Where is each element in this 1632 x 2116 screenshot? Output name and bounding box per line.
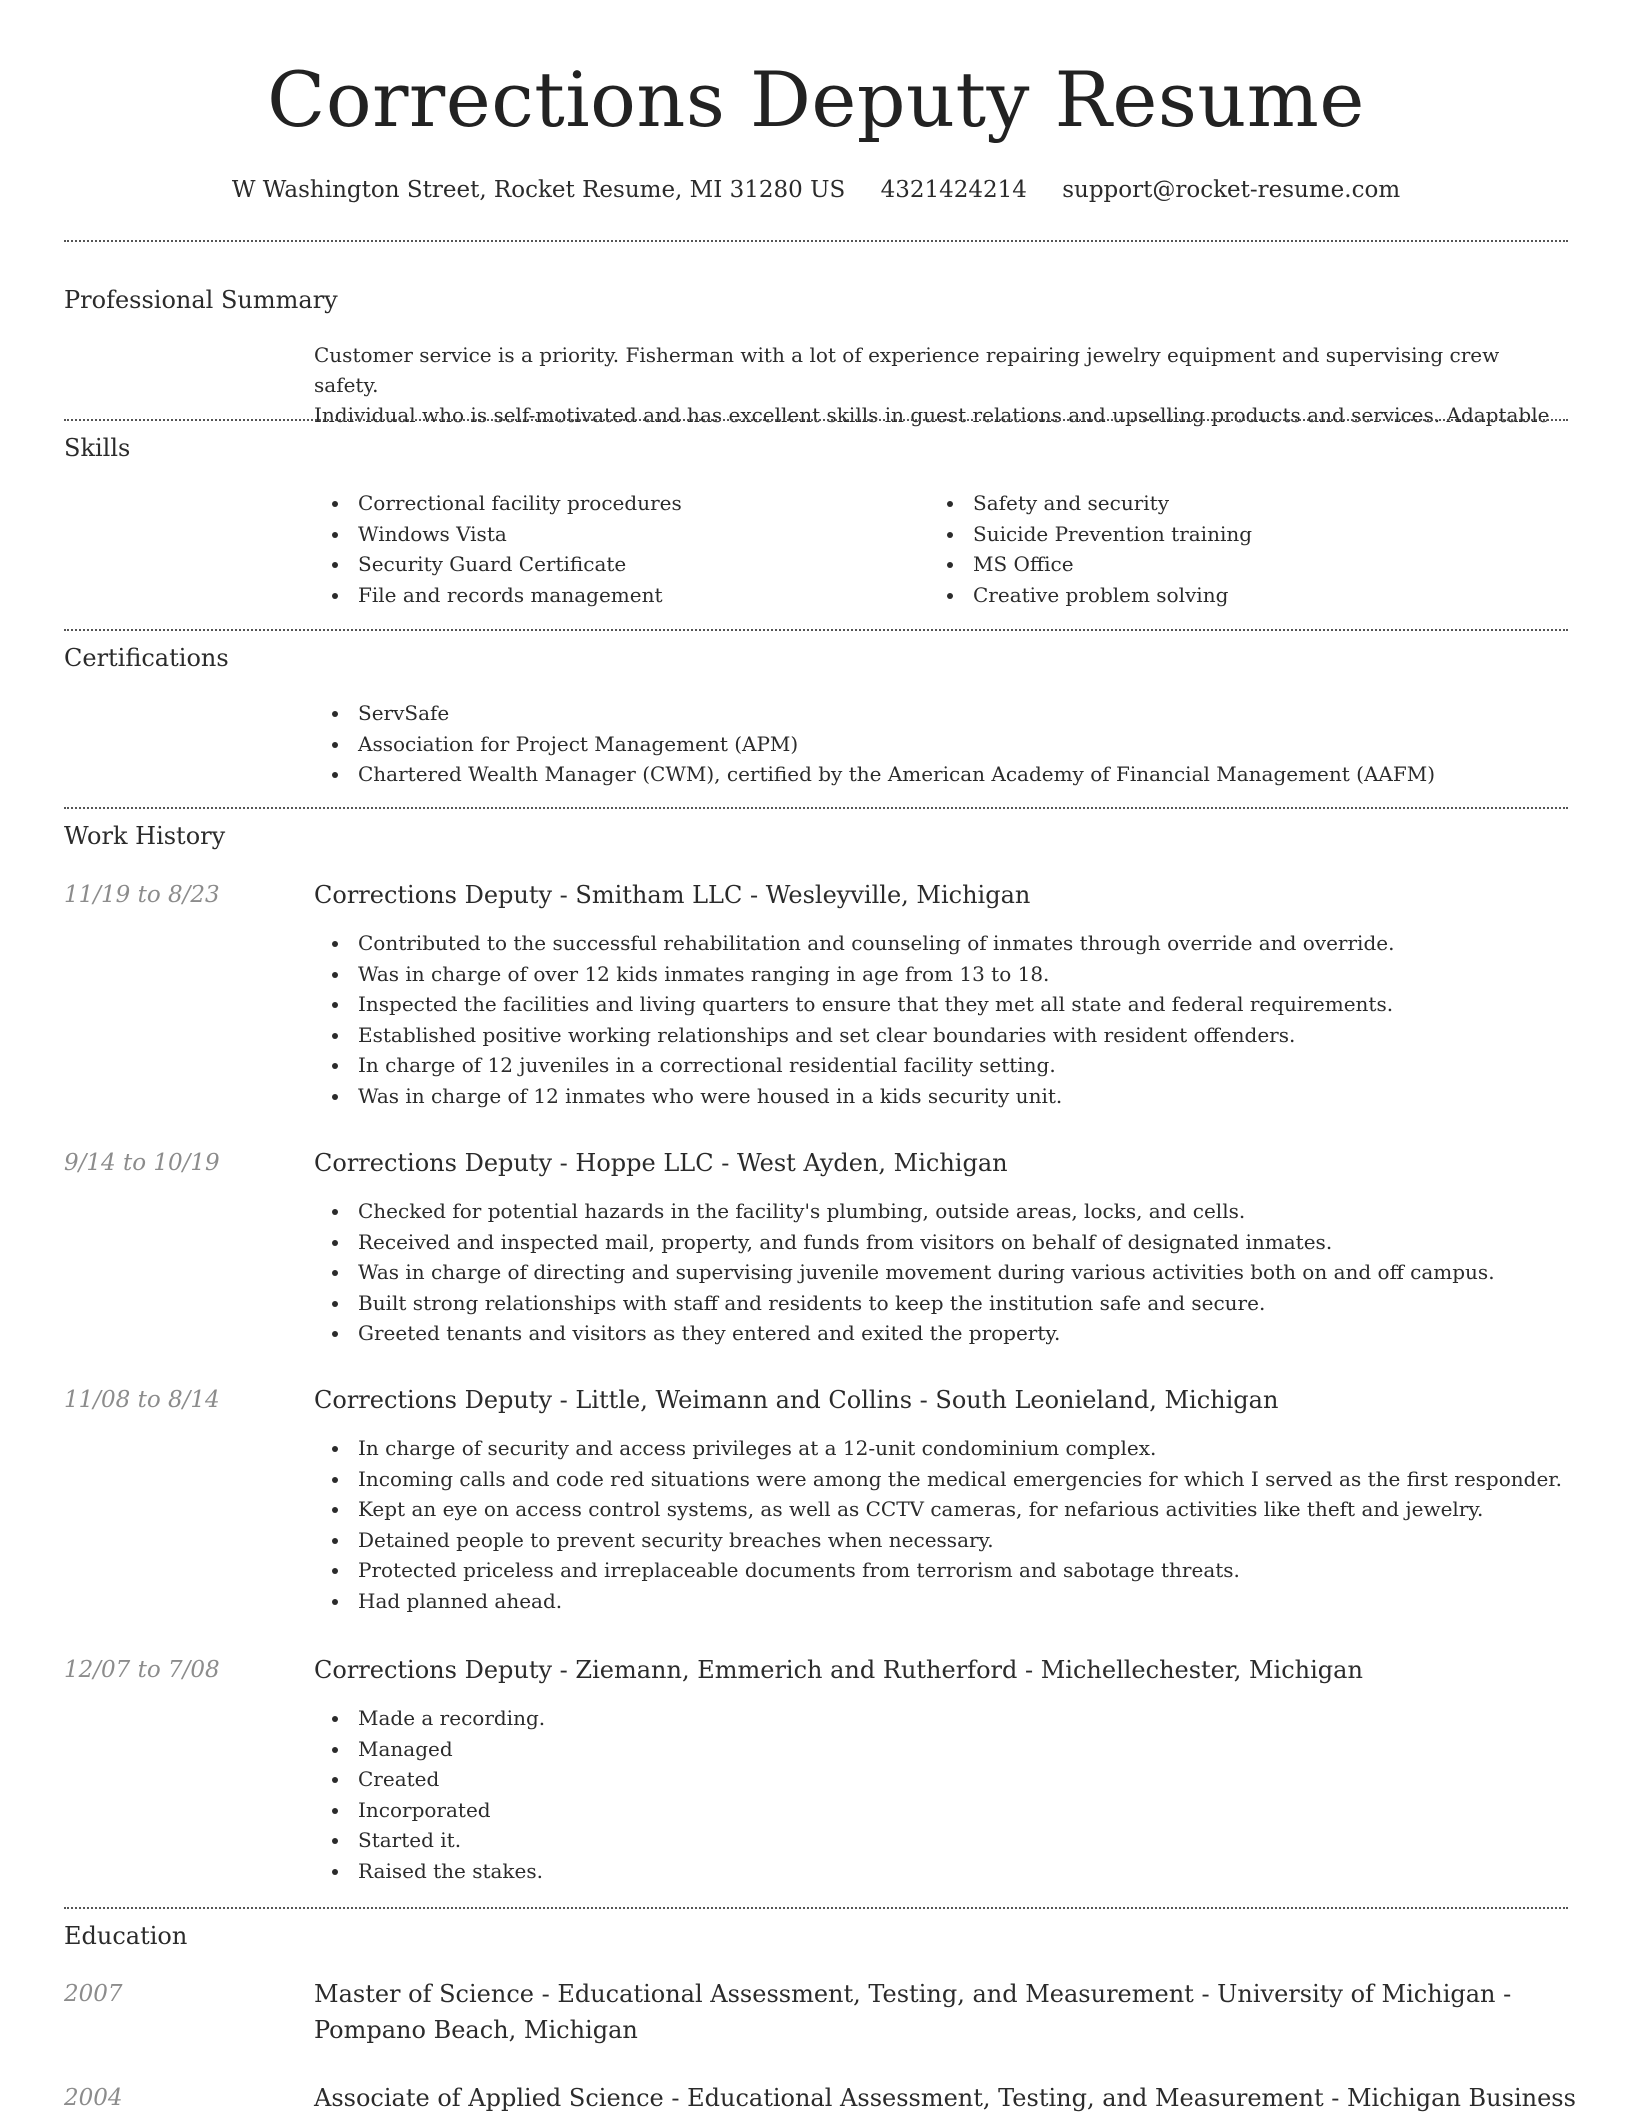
certifications-list [314,698,1435,790]
resume-title: Corrections Deputy Resume [267,55,1365,144]
skill-item: Windows Vista [358,519,682,550]
job-bullets [314,1433,1562,1616]
divider [64,1907,1568,1909]
job-dates: 11/08 to 8/14 [64,1387,220,1413]
job-bullet: In charge of 12 juveniles in a correctional residential facility setting. [358,1050,1394,1081]
skill-item: File and records management [358,580,682,611]
job-dates: 9/14 to 10/19 [64,1150,220,1176]
job-bullet: Inspected the facilities and living quarters to ensure that they met all state and federal requirements. [358,989,1394,1020]
job-heading: Corrections Deputy - Little, Weimann and Collins - South Leonieland, Michigan [314,1386,1279,1414]
section-title-work-history: Work History [64,822,226,850]
divider [64,240,1568,242]
divider [64,419,1568,421]
job-bullets [314,1196,1495,1349]
skill-item: Suicide Prevention training [973,519,1252,550]
job-bullet: In charge of security and access privileges at a 12-unit condominium complex. [358,1433,1562,1464]
job-bullet: Was in charge of over 12 kids inmates ranging in age from 13 to 18. [358,959,1394,990]
job-bullet: Built strong relationships with staff and residents to keep the institution safe and secure. [358,1288,1495,1319]
summary-line: Individual who is self-motivated and has excellent skills in guest relations and upselling products and services. Adaptable [314,403,1550,427]
contact-phone: 4321424214 [880,177,1027,203]
job-bullet: Raised the stakes. [358,1856,545,1887]
certification-item: Association for Project Management (APM) [358,729,1435,760]
section-title-summary: Professional Summary [64,286,338,314]
skill-item: MS Office [973,549,1252,580]
job-bullet: Checked for potential hazards in the facility's plumbing, outside areas, locks, and cells. [358,1196,1495,1227]
certification-item: Chartered Wealth Manager (CWM), certified by the American Academy of Financial Management (AAFM) [358,759,1435,790]
skills-list-right [929,488,1252,610]
job-bullet: Incoming calls and code red situations were among the medical emergencies for which I served as the first responder. [358,1464,1562,1495]
job-bullets [314,928,1394,1111]
job-heading: Corrections Deputy - Hoppe LLC - West Ayden, Michigan [314,1149,1008,1177]
contact-address: W Washington Street, Rocket Resume, MI 31280 US [231,177,846,203]
job-bullet: Was in charge of 12 inmates who were housed in a kids security unit. [358,1081,1394,1112]
education-line: Associate of Applied Science - Educational Assessment, Testing, and Measurement - Michigan Business [314,2084,1576,2112]
education-line: Pompano Beach, Michigan [314,2016,638,2044]
job-bullet: Had planned ahead. [358,1586,1562,1617]
job-bullet: Created [358,1764,545,1795]
job-bullet: Protected priceless and irreplaceable documents from terrorism and sabotage threats. [358,1555,1562,1586]
skill-item: Creative problem solving [973,580,1252,611]
divider [64,629,1568,631]
skill-item: Security Guard Certificate [358,549,682,580]
job-bullet: Was in charge of directing and supervising juvenile movement during various activities both on and off campus. [358,1257,1495,1288]
job-bullet: Managed [358,1734,545,1765]
job-bullet: Incorporated [358,1795,545,1826]
contact-line [64,172,1568,208]
education-entry [314,2080,1576,2116]
skill-item: Safety and security [973,488,1252,519]
skill-item: Correctional facility procedures [358,488,682,519]
job-bullet: Received and inspected mail, property, and funds from visitors on behalf of designated inmates. [358,1227,1495,1258]
section-title-certifications: Certifications [64,644,229,672]
job-dates: 12/07 to 7/08 [64,1657,220,1683]
divider [64,807,1568,809]
job-bullet: Contributed to the successful rehabilitation and counseling of inmates through override and override. [358,928,1394,959]
education-year: 2007 [64,1981,123,2007]
education-entry [314,1976,1568,2048]
job-heading: Corrections Deputy - Ziemann, Emmerich and Rutherford - Michellechester, Michigan [314,1656,1363,1684]
job-bullet: Started it. [358,1825,545,1856]
contact-email: support@rocket-resume.com [1062,177,1401,203]
job-bullet: Greeted tenants and visitors as they entered and exited the property. [358,1318,1495,1349]
job-bullet: Detained people to prevent security breaches when necessary. [358,1525,1562,1556]
summary-line: Customer service is a priority. Fisherman with a lot of experience repairing jewelry equipment and supervising crew safety. [314,343,1500,397]
job-bullet: Kept an eye on access control systems, as well as CCTV cameras, for nefarious activities like theft and jewelry. [358,1494,1562,1525]
job-bullets [314,1703,545,1886]
summary-text [314,340,1568,430]
job-bullet: Established positive working relationships and set clear boundaries with resident offenders. [358,1020,1394,1051]
job-heading: Corrections Deputy - Smitham LLC - Wesleyville, Michigan [314,881,1031,909]
job-bullet: Made a recording. [358,1703,545,1734]
job-dates: 11/19 to 8/23 [64,882,220,908]
certification-item: ServSafe [358,698,1435,729]
skills-list-left [314,488,682,610]
education-line: Master of Science - Educational Assessment, Testing, and Measurement - University of Michigan - [314,1980,1512,2008]
education-year: 2004 [64,2085,123,2111]
section-title-skills: Skills [64,434,131,462]
section-title-education: Education [64,1922,188,1950]
